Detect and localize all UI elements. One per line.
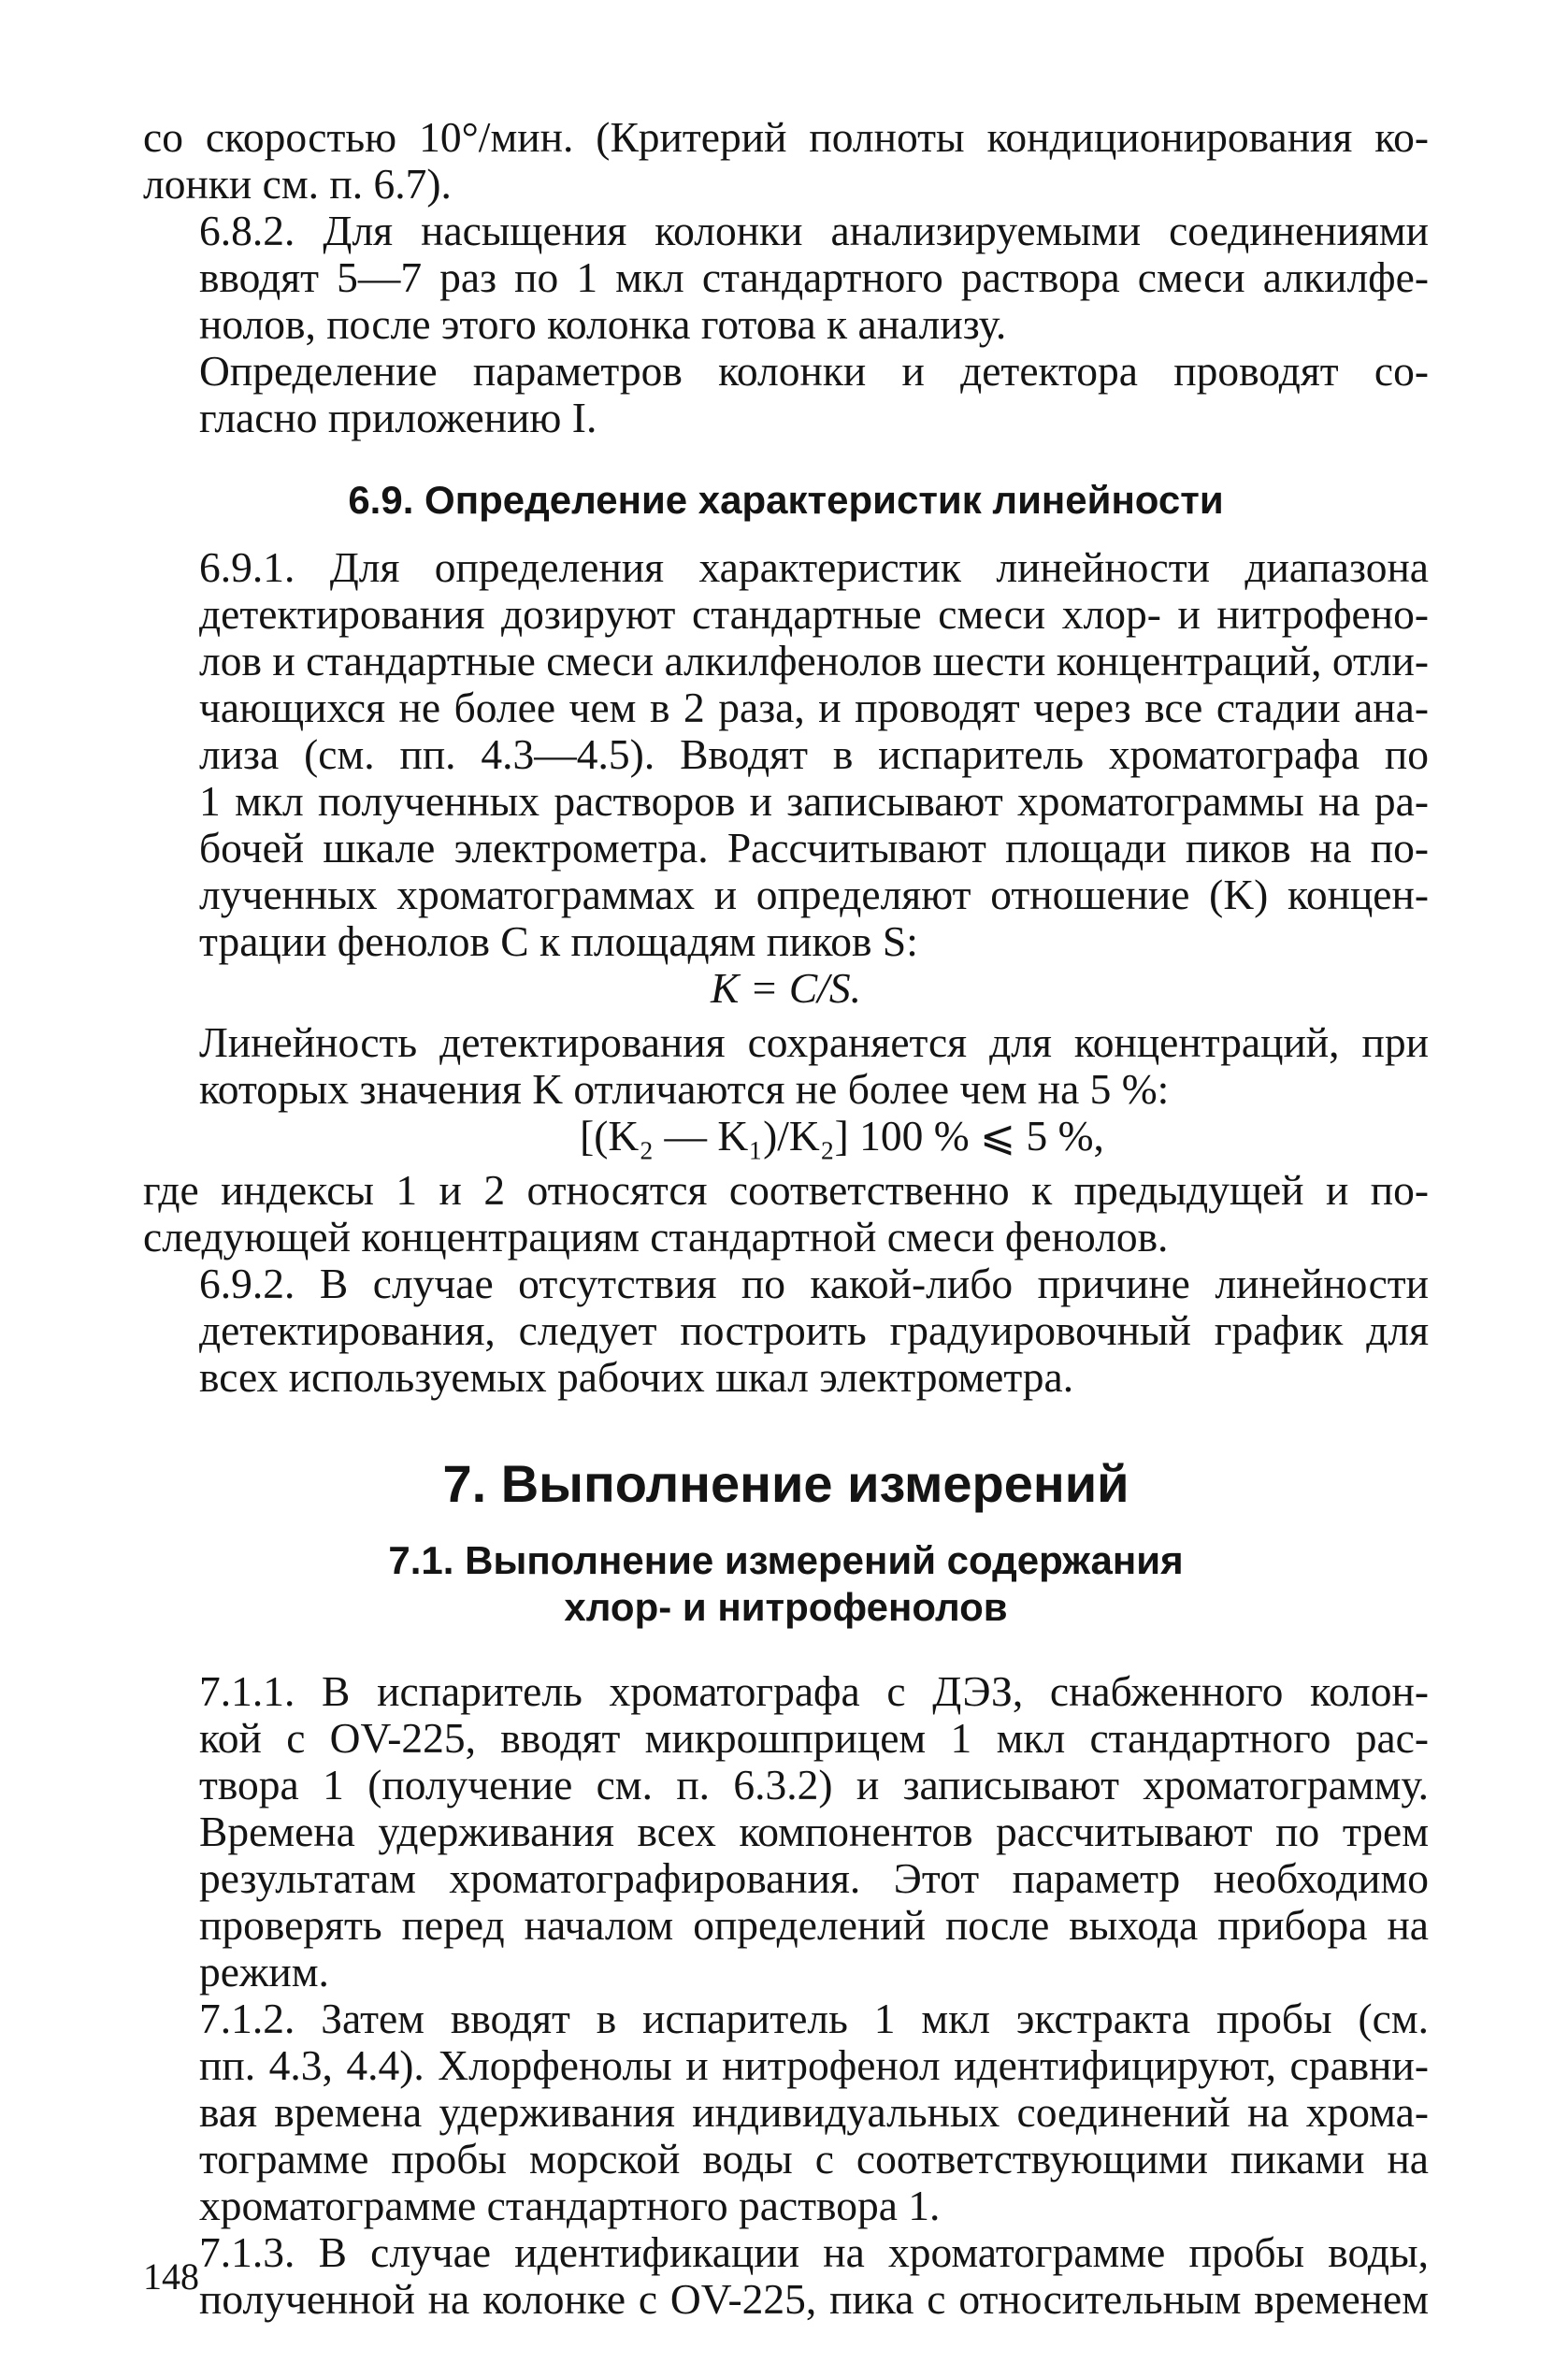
text-line: Линейность детектирования сохраняется для концентраций, при (199, 1018, 1429, 1066)
paragraph-6-8-2 (143, 208, 1429, 348)
text-line: 6.9.1. Для определения характеристик линейности диапазона (199, 543, 1429, 591)
paragraph-7-1-2 (143, 1996, 1429, 2229)
text-line: пп. 4.3, 4.4). Хлорфенолы и нитрофенол идентифицируют, сравни- (199, 2041, 1429, 2089)
text-line: 6.9.2. В случае отсутствия по какой-либо причине линейности (199, 1260, 1429, 1307)
paragraph-indices (143, 1167, 1429, 1261)
document-page (143, 114, 1429, 2323)
paragraph-7-1-3 (143, 2229, 1429, 2323)
text-line: трации фенолов C к площадям пиков S: (199, 917, 918, 965)
text-line: 7.1.1. В испаритель хроматографа с ДЭЗ, снабженного колон- (199, 1667, 1429, 1715)
text-line: вая времена удерживания индивидуальных соединений на хрома- (199, 2088, 1429, 2136)
text-line: чающихся не более чем в 2 раза, и проводят через все стадии ана- (199, 684, 1429, 731)
heading-7-1-line-1: 7.1. Выполнение измерений содержания (388, 1538, 1184, 1582)
text-line: 7.1.3. В случае идентификации на хроматограмме пробы воды, (199, 2228, 1429, 2276)
text-line: детектирования, следует построить градуировочный график для (199, 1306, 1429, 1354)
text-line: нолов, после этого колонка готова к анализу. (199, 300, 1007, 348)
text-line: вводят 5—7 раз по 1 мкл стандартного раствора смеси алкилфе- (199, 253, 1429, 301)
text-line: тограмме пробы морской воды с соответствующими пиками на (199, 2135, 1429, 2183)
text-line: Определение параметров колонки и детектора проводят со- (199, 347, 1429, 395)
text-line: кой с OV-225, вводят микрошприцем 1 мкл стандартного рас- (199, 1714, 1429, 1762)
text-line: Времена удерживания всех компонентов рассчитывают по трем (199, 1808, 1429, 1855)
text-line: детектирования дозируют стандартные смеси хлор- и нитрофено- (199, 590, 1429, 638)
text-line: со скоростью 10°/мин. (Критерий полноты кондиционирования ко- (143, 113, 1429, 161)
heading-6-9: 6.9. Определение характеристик линейности (348, 478, 1224, 522)
formula-k-equals-c-over-s: K = C/S. (711, 964, 861, 1012)
formula-linearity-criterion: [(K₂ — K₁)/K₂] 100 % ⩽ 5 %, (580, 1112, 1104, 1160)
text-line: режим. (199, 1948, 329, 1996)
paragraph-6-9-1 (143, 544, 1429, 965)
paragraph-linearity (143, 1019, 1429, 1113)
text-line: гласно приложению I. (199, 394, 597, 441)
text-line: где индексы 1 и 2 относятся соответственно к предыдущей и по- (143, 1166, 1429, 1214)
text-line: 6.8.2. Для насыщения колонки анализируемыми соединениями (199, 207, 1429, 254)
text-line: результатам хроматографирования. Этот параметр необходимо (199, 1854, 1429, 1902)
paragraph-intro (143, 114, 1429, 208)
text-line: 1 мкл полученных растворов и записывают хроматограммы на ра- (199, 777, 1429, 825)
text-line: хроматограмме стандартного раствора 1. (199, 2182, 941, 2229)
text-line: лученных хроматограммах и определяют отношение (K) концен- (199, 871, 1429, 918)
paragraph-6-9-2 (143, 1261, 1429, 1401)
paragraph-parameters (143, 348, 1429, 441)
text-line: твора 1 (получение см. п. 6.3.2) и записывают хроматограмму. (199, 1761, 1429, 1808)
paragraph-7-1-1 (143, 1668, 1429, 1996)
text-line: 7.1.2. Затем вводят в испаритель 1 мкл экстракта пробы (см. (199, 1995, 1429, 2042)
heading-section-7: 7. Выполнение измерений (442, 1454, 1129, 1513)
text-line: полученной на колонке с OV-225, пика с относительным временем (199, 2275, 1429, 2323)
text-line: проверять перед началом определений после выхода прибора на (199, 1901, 1429, 1949)
text-line: всех используемых рабочих шкал электрометра. (199, 1353, 1074, 1401)
text-line: лонки см. п. 6.7). (143, 160, 452, 208)
heading-7-1-line-2: хлор- и нитрофенолов (564, 1585, 1008, 1629)
text-line: бочей шкале электрометра. Рассчитывают площади пиков на по- (199, 824, 1429, 872)
text-line: которых значения K отличаются не более чем на 5 %: (199, 1065, 1170, 1113)
text-line: лиза (см. пп. 4.3—4.5). Вводят в испаритель хроматографа по (199, 730, 1429, 778)
page-number: 148 (143, 2255, 199, 2298)
text-line: следующей концентрациям стандартной смеси фенолов. (143, 1213, 1169, 1261)
text-line: лов и стандартные смеси алкилфенолов шести концентраций, отли- (199, 637, 1429, 684)
